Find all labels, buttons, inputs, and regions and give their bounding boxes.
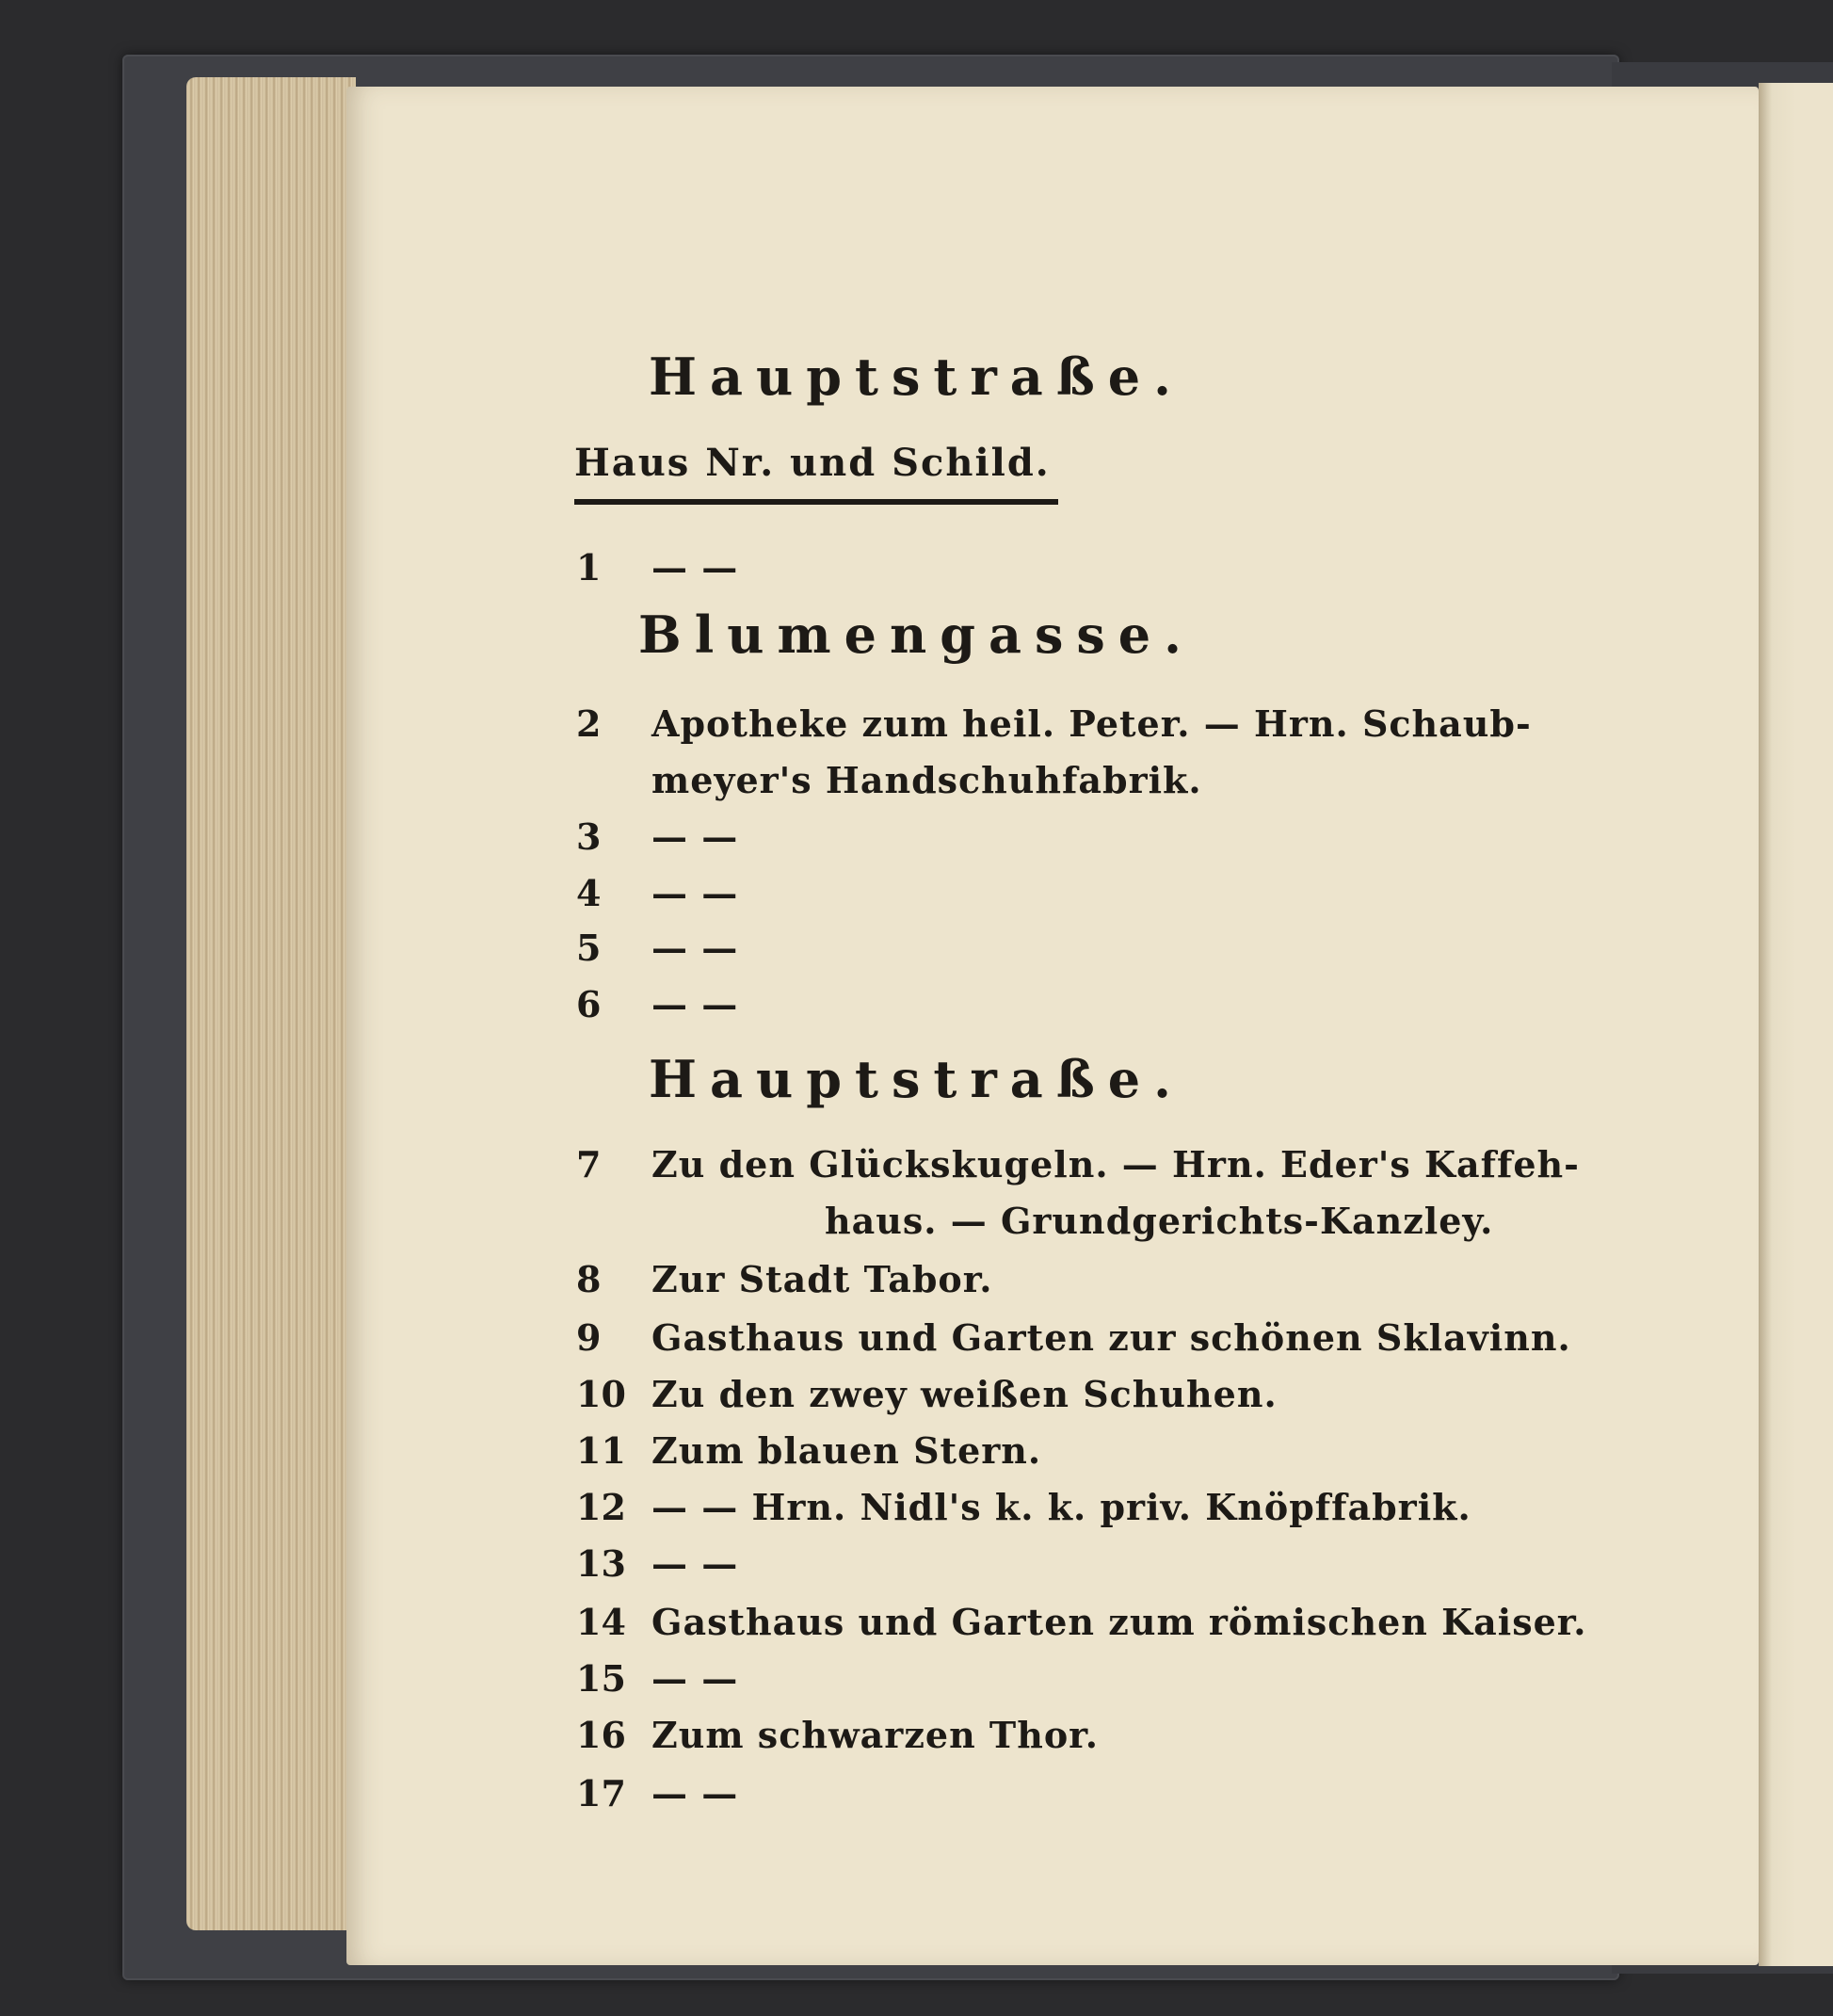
house-number: 5 [576, 927, 602, 969]
list-item [576, 1143, 1580, 1185]
house-number: 6 [576, 983, 602, 1025]
house-number: 8 [576, 1258, 602, 1300]
house-sign: — — [651, 1772, 739, 1814]
house-sign: — — [651, 872, 739, 914]
house-number: 14 [576, 1601, 626, 1643]
house-sign: Apotheke zum heil. Peter. — Hrn. Schaub- [651, 702, 1532, 745]
list-item [576, 1714, 1099, 1756]
house-sign: — — [651, 815, 739, 858]
column-header: Haus Nr. und Schild. [574, 441, 1051, 485]
house-sign-continuation: haus. — Grundgerichts-Kanzley. [825, 1200, 1494, 1242]
house-sign: — — [651, 983, 739, 1025]
house-sign: Zur Stadt Tabor. [651, 1258, 993, 1300]
house-sign-continuation: meyer's Handschuhfabrik. [651, 759, 1202, 801]
house-number: 16 [576, 1714, 626, 1756]
house-number: 7 [576, 1143, 602, 1185]
list-item [576, 983, 738, 1025]
list-item [576, 1601, 1587, 1643]
house-number: 12 [576, 1486, 626, 1528]
list-item [576, 1542, 738, 1585]
house-sign: — — Hrn. Nidl's k. k. priv. Knöpffabrik. [651, 1486, 1471, 1528]
house-sign: — — [651, 1657, 739, 1700]
list-item [576, 1258, 993, 1300]
house-number: 17 [576, 1772, 626, 1814]
list-item [576, 702, 1532, 745]
house-sign: Zum schwarzen Thor. [651, 1714, 1099, 1756]
list-item [576, 872, 738, 914]
house-number: 3 [576, 815, 602, 858]
house-number: 11 [576, 1429, 626, 1472]
list-item [576, 1772, 738, 1814]
house-sign: Gasthaus und Garten zum römischen Kaiser. [651, 1601, 1587, 1643]
house-sign: — — [651, 927, 739, 969]
house-sign: Gasthaus und Garten zur schönen Sklavinn. [651, 1316, 1571, 1359]
house-sign: Zu den zwey weißen Schuhen. [651, 1373, 1278, 1415]
house-number: 2 [576, 702, 602, 745]
house-number: 9 [576, 1316, 602, 1359]
list-item [576, 927, 738, 969]
house-number: 4 [576, 872, 602, 914]
section-heading-hauptstrasse-2: Hauptstraße. [649, 1049, 1184, 1109]
list-item [576, 1486, 1471, 1528]
list-item [576, 1316, 1571, 1359]
house-sign: — — [651, 1542, 739, 1585]
list-item [576, 1373, 1278, 1415]
list-item [576, 1429, 1041, 1472]
house-number: 1 [576, 546, 602, 589]
house-sign: Zum blauen Stern. [651, 1429, 1042, 1472]
house-sign: Zu den Glückskugeln. — Hrn. Eder's Kaffeh- [651, 1143, 1580, 1185]
house-number: 15 [576, 1657, 626, 1700]
list-item [576, 1657, 738, 1700]
header-underline [574, 499, 1058, 505]
list-item [576, 815, 738, 858]
list-item [576, 546, 738, 589]
house-sign: — — [651, 546, 739, 589]
section-heading-blumengasse: Blumengasse. [638, 605, 1195, 665]
house-number: 10 [576, 1373, 626, 1415]
house-number: 13 [576, 1542, 626, 1585]
section-heading-hauptstrasse-1: Hauptstraße. [649, 347, 1184, 407]
